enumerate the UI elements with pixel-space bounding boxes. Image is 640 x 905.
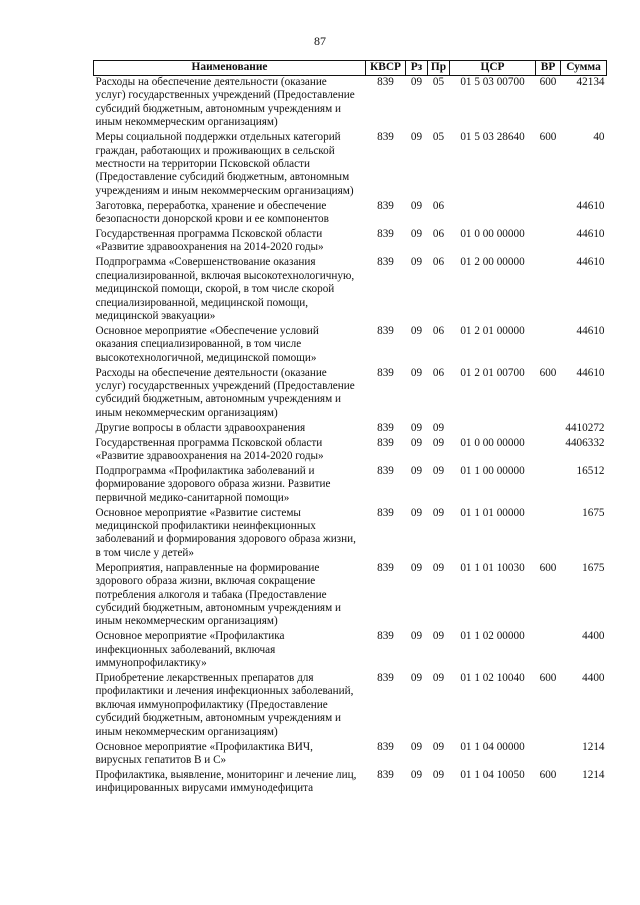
cell-name: Основное мероприятие «Профилактика ВИЧ, вирусных гепатитов В и С» <box>95 740 313 766</box>
table-row <box>94 131 607 200</box>
cell-sum: 1214 <box>582 768 605 781</box>
cell-pr: 06 <box>432 199 445 212</box>
cell-vr: 600 <box>539 671 557 684</box>
table-row <box>94 437 607 465</box>
cell-vr <box>536 422 561 437</box>
header-vr: ВР <box>536 61 561 76</box>
cell-pr: 09 <box>432 740 445 753</box>
cell-pr: 09 <box>432 768 445 781</box>
cell-kvsr: 839 <box>377 421 394 434</box>
header-rz: Рз <box>406 61 428 76</box>
cell-kvsr: 839 <box>377 671 394 684</box>
cell-vr <box>536 630 561 672</box>
cell-kvsr: 839 <box>377 199 394 212</box>
cell-kvsr: 839 <box>377 768 394 781</box>
cell-name: Другие вопросы в области здравоохранения <box>95 421 306 434</box>
cell-name: Расходы на обеспечение деятельности (оказание услуг) государственных учреждений (Предоставление субсидий бюджетным, автономным учреждениям и иным некоммерческим организациям) <box>95 76 355 129</box>
cell-name: Основное мероприятие «Развитие системы медицинской профилактики неинфекционных заболеваний и формирования здорового образа жизни, в том числе у детей» <box>95 506 356 559</box>
cell-rz: 09 <box>410 436 423 449</box>
cell-rz: 09 <box>410 366 423 379</box>
cell-csr: 01 1 00 00000 <box>460 464 525 477</box>
table-body <box>94 76 607 798</box>
cell-rz: 09 <box>410 324 423 337</box>
cell-sum: 4400 <box>582 671 605 684</box>
table-row <box>94 76 607 132</box>
cell-sum: 1675 <box>582 506 605 519</box>
cell-name: Профилактика, выявление, мониторинг и лечение лиц, инфицированных вирусами иммунодефицита <box>95 768 357 795</box>
header-name: Наименование <box>94 61 366 76</box>
cell-sum: 44610 <box>576 227 605 240</box>
cell-sum: 44610 <box>576 256 605 269</box>
cell-sum: 4410272 <box>565 421 605 434</box>
cell-name: Заготовка, переработка, хранение и обеспечение безопасности донорской крови и ее компонентов <box>95 199 329 226</box>
cell-name: Приобретение лекарственных препаратов для профилактики и лечения инфекционных заболеваний, включая иммунопрофилактику (Предоставление субсидий бюджетным, автономным учреждениям и иным некоммерческим организациям) <box>95 671 354 738</box>
cell-rz: 09 <box>410 131 423 144</box>
cell-kvsr: 839 <box>377 436 394 449</box>
cell-vr: 600 <box>539 366 557 379</box>
header-csr: ЦСР <box>450 61 536 76</box>
table-header-row <box>94 61 607 76</box>
cell-vr <box>536 256 561 325</box>
cell-kvsr: 839 <box>377 324 394 337</box>
cell-csr: 01 1 04 10050 <box>460 768 525 781</box>
cell-sum: 4406332 <box>565 436 605 449</box>
cell-csr: 01 0 00 00000 <box>460 436 525 449</box>
table-row <box>94 562 607 631</box>
cell-pr: 05 <box>432 76 445 88</box>
cell-csr: 01 5 03 00700 <box>460 76 525 88</box>
cell-sum: 44610 <box>576 366 605 379</box>
cell-rz: 09 <box>410 740 423 753</box>
cell-sum: 4400 <box>582 630 605 643</box>
cell-csr: 01 1 02 10040 <box>460 671 525 684</box>
cell-name: Государственная программа Псковской области «Развитие здравоохранения на 2014-2020 годы» <box>95 436 324 462</box>
cell-pr: 05 <box>432 131 445 144</box>
cell-kvsr: 839 <box>377 227 394 240</box>
table-row <box>94 422 607 437</box>
cell-pr: 06 <box>432 256 445 269</box>
cell-kvsr: 839 <box>377 506 394 519</box>
cell-sum: 44610 <box>576 199 605 212</box>
cell-vr <box>536 437 561 465</box>
table-row <box>94 228 607 256</box>
cell-sum: 1214 <box>582 740 605 753</box>
cell-rz: 09 <box>410 256 423 269</box>
page-number: 87 <box>314 34 326 48</box>
cell-pr: 09 <box>432 630 445 643</box>
cell-vr <box>536 465 561 507</box>
cell-csr <box>450 200 536 228</box>
cell-pr: 09 <box>432 671 445 684</box>
cell-name: Основное мероприятие «Обеспечение условий оказания специализированной, в том числе высокотехнологичной, медицинской помощи» <box>95 324 319 364</box>
cell-csr: 01 2 01 00700 <box>460 366 525 379</box>
cell-kvsr: 839 <box>377 131 394 144</box>
cell-rz: 09 <box>410 227 423 240</box>
cell-name: Мероприятия, направленные на формирование здорового образа жизни, включая сокращение потребления алкоголя и табака (Предоставление субсидий бюджетным, автономным учреждениям и иным некоммерческим организациям) <box>95 561 341 628</box>
table-row <box>94 325 607 367</box>
cell-rz: 09 <box>410 630 423 643</box>
cell-csr: 01 1 04 00000 <box>460 740 525 753</box>
cell-name: Подпрограмма «Профилактика заболеваний и формирование здорового образа жизни. Развитие первичной медико-санитарной помощи» <box>95 464 331 504</box>
cell-kvsr: 839 <box>377 740 394 753</box>
cell-csr: 01 2 01 00000 <box>460 324 525 337</box>
cell-sum: 40 <box>593 131 605 144</box>
cell-name: Государственная программа Псковской области «Развитие здравоохранения на 2014-2020 годы» <box>95 227 324 254</box>
cell-csr <box>450 422 536 437</box>
cell-kvsr: 839 <box>377 464 394 477</box>
cell-vr <box>536 325 561 367</box>
table-row <box>94 741 607 769</box>
cell-vr <box>536 507 561 562</box>
cell-sum: 42134 <box>576 76 605 88</box>
cell-pr: 09 <box>432 506 445 519</box>
cell-vr: 600 <box>539 76 557 88</box>
cell-csr: 01 1 02 00000 <box>460 630 525 643</box>
budget-table <box>93 60 607 797</box>
table-row <box>94 200 607 228</box>
cell-kvsr: 839 <box>377 366 394 379</box>
cell-vr <box>536 741 561 769</box>
cell-csr: 01 1 01 10030 <box>460 561 525 574</box>
cell-csr: 01 2 00 00000 <box>460 256 525 269</box>
cell-sum: 16512 <box>576 464 605 477</box>
cell-pr: 06 <box>432 324 445 337</box>
cell-csr: 01 0 00 00000 <box>460 227 525 240</box>
cell-csr: 01 5 03 28640 <box>460 131 525 144</box>
cell-rz: 09 <box>410 464 423 477</box>
cell-rz: 09 <box>410 506 423 519</box>
header-pr: Пр <box>428 61 450 76</box>
cell-kvsr: 839 <box>377 630 394 643</box>
cell-vr <box>536 200 561 228</box>
table-row <box>94 672 607 741</box>
table-row <box>94 256 607 325</box>
cell-sum: 1675 <box>582 561 605 574</box>
cell-vr: 600 <box>539 131 557 144</box>
cell-pr: 09 <box>432 561 445 574</box>
cell-rz: 09 <box>410 76 423 88</box>
table-row <box>94 630 607 672</box>
cell-vr: 600 <box>539 768 557 781</box>
cell-sum: 44610 <box>576 324 605 337</box>
cell-name: Подпрограмма «Совершенствование оказания специализированной, включая высокотехнологичную, медицинской помощи, скорой, в том числе скорой специализированной, медицинской помощи, медицинской эвакуации» <box>95 256 355 322</box>
cell-rz: 09 <box>410 421 423 434</box>
cell-pr: 06 <box>432 366 445 379</box>
header-sum: Сумма <box>561 61 607 76</box>
cell-rz: 09 <box>410 671 423 684</box>
cell-pr: 09 <box>432 421 445 434</box>
cell-vr: 600 <box>539 561 557 574</box>
cell-rz: 09 <box>410 768 423 781</box>
cell-pr: 06 <box>432 227 445 240</box>
cell-kvsr: 839 <box>377 76 394 88</box>
table-row <box>94 367 607 422</box>
cell-kvsr: 839 <box>377 256 394 269</box>
cell-name: Меры социальной поддержки отдельных категорий граждан, работающих и проживающих в сельской местности на территории Псковской области (Предоставление субсидий бюджетным, автономным учреждениям и иным некоммерческим организациям) <box>95 131 354 197</box>
table-row <box>94 465 607 507</box>
cell-name: Основное мероприятие «Профилактика инфекционных заболеваний, включая иммунопрофилактику» <box>95 630 285 670</box>
cell-vr <box>536 228 561 256</box>
table-row <box>94 507 607 562</box>
cell-rz: 09 <box>410 199 423 212</box>
cell-name: Расходы на обеспечение деятельности (оказание услуг) государственных учреждений (Предоставление субсидий бюджетным, автономным учреждениям и иным некоммерческим организациям) <box>95 366 355 419</box>
cell-pr: 09 <box>432 436 445 449</box>
header-kvsr: КВСР <box>366 61 406 76</box>
cell-csr: 01 1 01 00000 <box>460 506 525 519</box>
cell-kvsr: 839 <box>377 561 394 574</box>
cell-rz: 09 <box>410 561 423 574</box>
cell-pr: 09 <box>432 464 445 477</box>
table-row <box>94 769 607 797</box>
